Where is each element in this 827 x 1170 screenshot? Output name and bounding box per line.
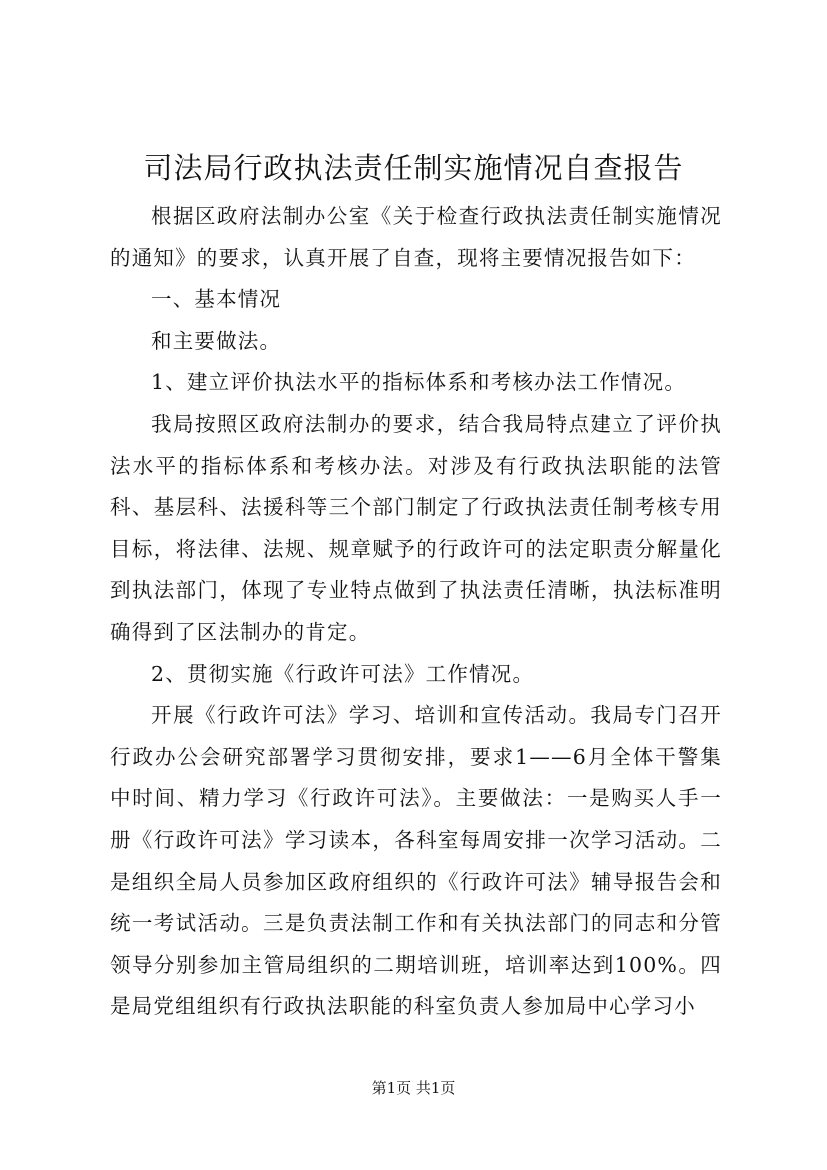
- document-title: 司法局行政执法责任制实施情况自查报告: [143, 151, 684, 185]
- page-number-footer: 第1页 共1页: [371, 1079, 456, 1097]
- paragraph-intro: 根据区政府法制办公室《关于检查行政执法责任制实施情况的通知》的要求，认真开展了自查，现将主要情况报告如下：: [110, 204, 722, 270]
- document-body: [110, 196, 722, 1028]
- section-subheading-methods: 和主要做法。: [151, 328, 282, 353]
- item-heading-2: 2、贯彻实施《行政许可法》工作情况。: [151, 661, 535, 686]
- section-heading-basic: 一、基本情况: [151, 287, 282, 312]
- paragraph-item-2: 开展《行政许可法》学习、培训和宣传活动。我局专门召开行政办公会研究部署学习贯彻安排，要求1——6月全体干警集中时间、精力学习《行政许可法》。主要做法：一是购买人手一册《行政许可法》学习读本，各科室每周安排一次学习活动。二是组织全局人员参加区政府组织的《行政许可法》辅导报告会和统一考试活动。三是负责法制工作和有关执法部门的同志和分管领导分别参加主管局组织的二期培训班，培训率达到100%。四是局党组组织有行政执法职能的科室负责人参加局中心学习小: [110, 703, 722, 1019]
- paragraph-item-1: 我局按照区政府法制办的要求，结合我局特点建立了评价执法水平的指标体系和考核办法。对涉及有行政执法职能的法管科、基层科、法援科等三个部门制定了行政执法责任制考核专用目标，将法律、法规、规章赋予的行政许可的法定职责分解量化到执法部门，体现了专业特点做到了执法责任清晰，执法标准明确得到了区法制办的肯定。: [110, 411, 722, 644]
- item-heading-1: 1、建立评价执法水平的指标体系和考核办法工作情况。: [151, 370, 687, 395]
